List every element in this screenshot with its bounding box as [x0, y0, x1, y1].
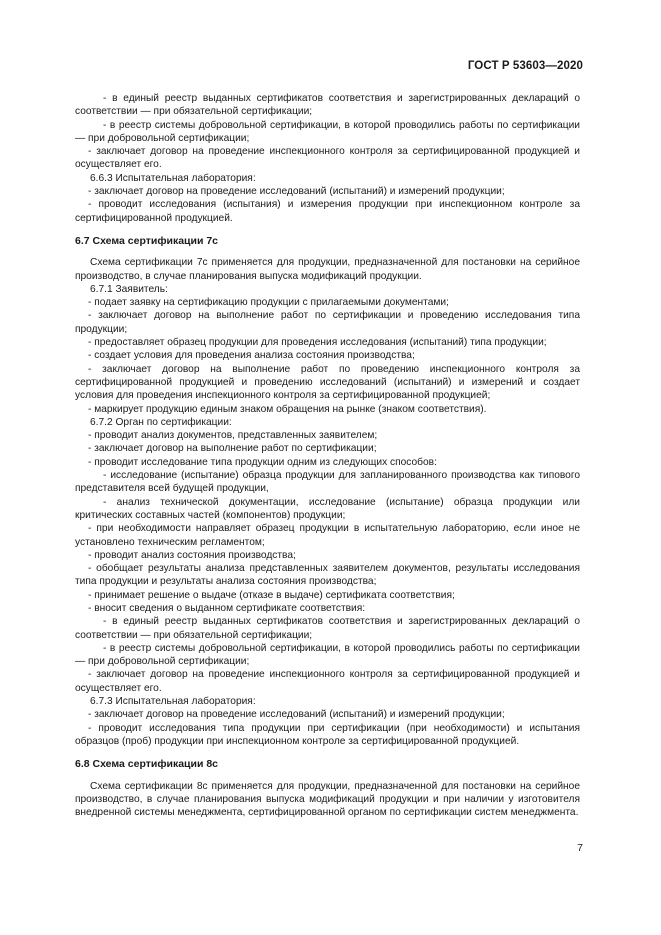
paragraph: 6.6.3 Испытательная лаборатория:: [90, 172, 256, 184]
paragraph: 6.7.1 Заявитель:: [90, 283, 168, 295]
paragraph: - заключает договор на проведение исследований (испытаний) и измерений продукции;: [88, 709, 505, 721]
paragraph: - заключает договор на выполнение работ по сертификации;: [88, 443, 377, 455]
paragraph: - в единый реестр выданных сертификатов соответствия и зарегистрированных деклараций о соответствии — при обязательной сертификации;: [75, 93, 580, 118]
paragraph: 6.7.3 Испытательная лаборатория:: [90, 696, 256, 708]
paragraph: - заключает договор на выполнение работ по проведению инспекционного контроля за сертифицированной продукцией и проведению исследований (испытаний) и измерений и создает условия для проведения инспекционного контроля за сертифицированной продукцией;: [75, 363, 580, 402]
paragraph: - проводит исследования (испытания) и измерения продукции при инспекционном контроле за сертифицированной продукцией.: [75, 199, 580, 224]
paragraph: - анализ технической документации, исследование (испытание) образца продукции или критических составных частей (компонентов) продукции;: [75, 496, 580, 521]
document-body: [75, 92, 580, 819]
paragraph: - проводит анализ документов, представленных заявителем;: [88, 430, 378, 442]
paragraph: - маркирует продукцию единым знаком обращения на рынке (знаком соответствия).: [88, 403, 487, 415]
paragraph: - вносит сведения о выданном сертификате соответствия:: [88, 602, 366, 614]
document-standard-header: ГОСТ Р 53603—2020: [467, 60, 583, 72]
paragraph: - предоставляет образец продукции для проведения исследования (испытаний) типа продукции;: [88, 337, 547, 349]
section-heading: 6.8 Схема сертификации 8с: [75, 758, 219, 771]
paragraph: - создает условия для проведения анализа состояния производства;: [88, 350, 415, 362]
paragraph: - заключает договор на проведение инспекционного контроля за сертифицированной продукцией и осуществляет его.: [75, 669, 580, 694]
paragraph: 6.7.2 Орган по сертификации:: [90, 416, 232, 428]
paragraph: - принимает решение о выдаче (отказе в выдаче) сертификата соответствия;: [88, 589, 455, 601]
paragraph: - обобщает результаты анализа представленных заявителем документов, результаты исследования типа продукции и результаты анализа состояния производства;: [75, 563, 580, 588]
paragraph: - заключает договор на проведение инспекционного контроля за сертифицированной продукцией и осуществляет его.: [75, 146, 580, 171]
paragraph: Схема сертификации 8с применяется для продукции, предназначенной для постановки на серийное производство, в случае планирования выпуска модификаций продукции и при наличии у изготовителя внедренной системы менеджмента, сертифицированной органом по сертификации систем менеджмента.: [75, 780, 580, 819]
paragraph: - подает заявку на сертификацию продукции с прилагаемыми документами;: [88, 297, 449, 309]
paragraph: Схема сертификации 7с применяется для продукции, предназначенной для постановки на серийное производство, в случае планирования выпуска модификаций продукции.: [75, 257, 580, 282]
paragraph: - заключает договор на выполнение работ по сертификации и проведению исследования типа продукции;: [75, 310, 580, 335]
paragraph: - проводит анализ состояния производства;: [88, 549, 296, 561]
paragraph: - заключает договор на проведение исследований (испытаний) и измерений продукции;: [88, 186, 505, 198]
section-heading: 6.7 Схема сертификации 7с: [75, 234, 219, 247]
paragraph: - проводит исследование типа продукции одним из следующих способов:: [88, 456, 437, 468]
paragraph: - в реестр системы добровольной сертификации, в которой проводились работы по сертификации — при добровольной сертификации;: [75, 119, 580, 144]
paragraph: - в единый реестр выданных сертификатов соответствия и зарегистрированных деклараций о соответствии — при обязательной сертификации;: [75, 616, 580, 641]
paragraph: - в реестр системы добровольной сертификации, в которой проводились работы по сертификации — при добровольной сертификации;: [75, 642, 580, 668]
paragraph: - исследование (испытание) образца продукции для запланированного производства как типового представителя всей будущей продукции,: [75, 470, 580, 495]
paragraph: - проводит исследования типа продукции при сертификации (при необходимости) и испытания образцов (проб) продукции при инспекционном контроле за сертифицированной продукцией.: [75, 722, 580, 747]
paragraph: - при необходимости направляет образец продукции в испытательную лабораторию, если иное не установлено техническим регламентом;: [75, 523, 580, 548]
page-number: 7: [577, 842, 583, 854]
